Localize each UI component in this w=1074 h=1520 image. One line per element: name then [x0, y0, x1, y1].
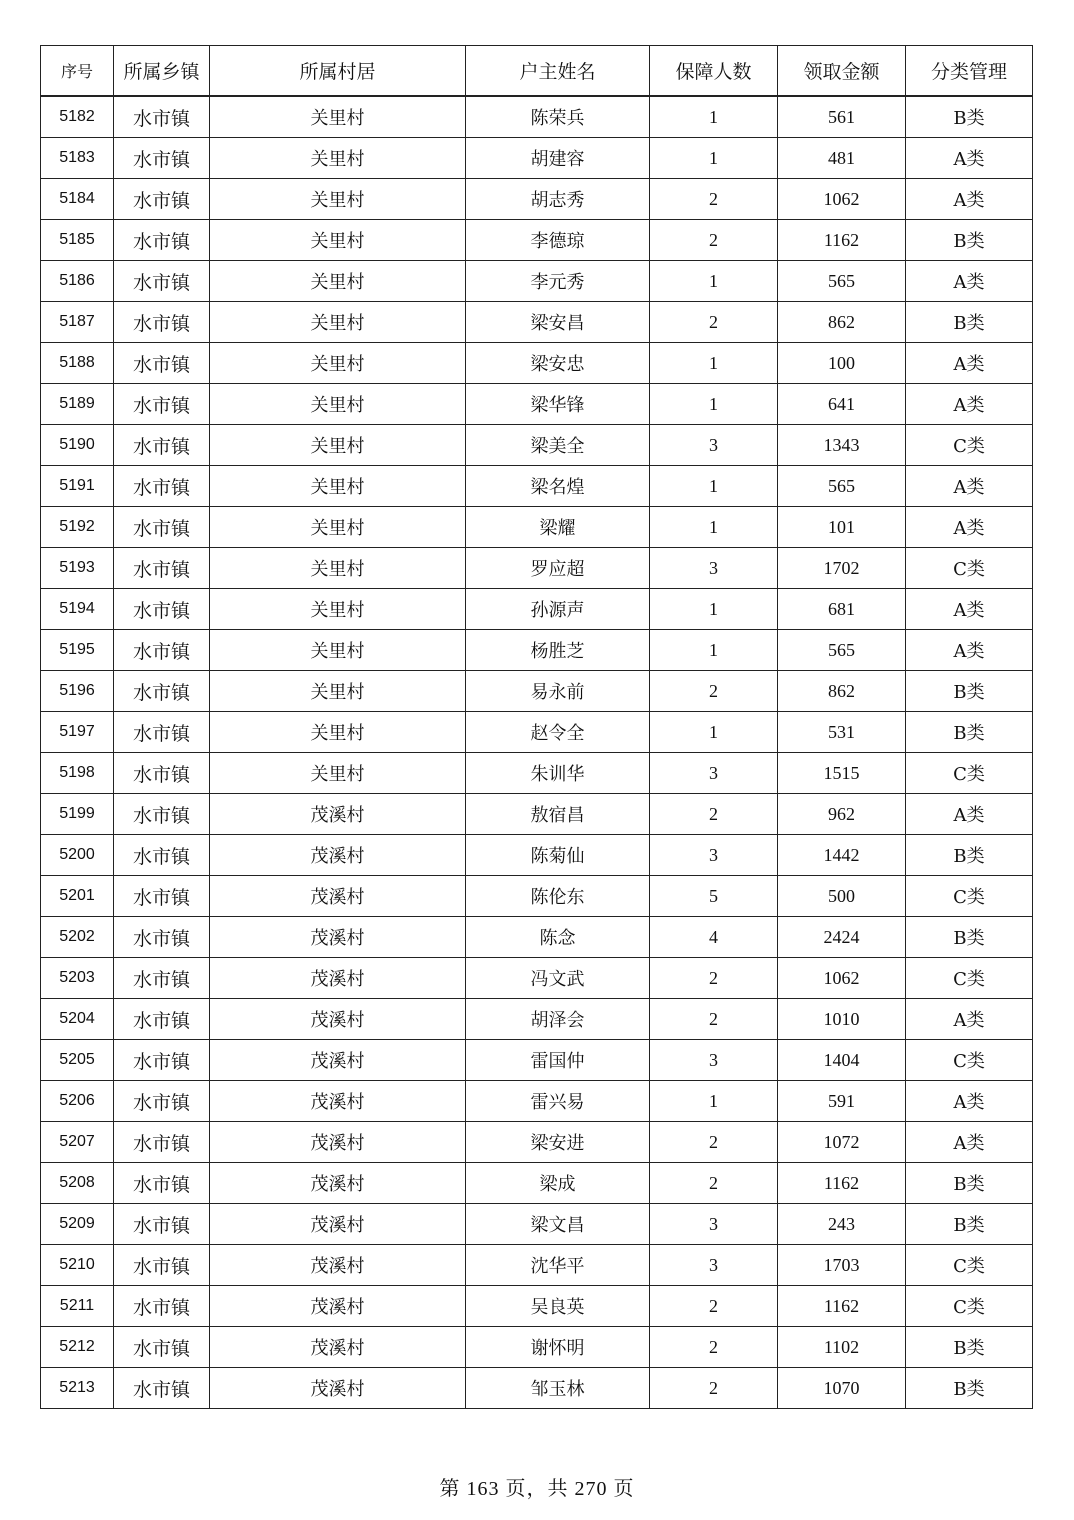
cell-township: 水市镇	[114, 466, 210, 507]
cell-category: A类	[906, 999, 1033, 1040]
cell-category: B类	[906, 220, 1033, 261]
cell-householder-name: 梁文昌	[466, 1204, 650, 1245]
page-number-footer: 第 163 页，共 270 页	[439, 1478, 635, 1500]
cell-covered-persons: 3	[650, 548, 778, 589]
cell-serial-number: 5208	[41, 1163, 114, 1204]
cell-township: 水市镇	[114, 1040, 210, 1081]
cell-category: C类	[906, 753, 1033, 794]
cell-covered-persons: 2	[650, 302, 778, 343]
cell-village: 茂溪村	[210, 1368, 466, 1409]
cell-township: 水市镇	[114, 876, 210, 917]
cell-householder-name: 雷国仲	[466, 1040, 650, 1081]
cell-covered-persons: 1	[650, 384, 778, 425]
table-row	[41, 302, 1033, 343]
cell-township: 水市镇	[114, 589, 210, 630]
cell-township: 水市镇	[114, 1327, 210, 1368]
table-row	[41, 138, 1033, 179]
cell-householder-name: 梁成	[466, 1163, 650, 1204]
cell-householder-name: 李元秀	[466, 261, 650, 302]
cell-householder-name: 胡泽会	[466, 999, 650, 1040]
cell-householder-name: 罗应超	[466, 548, 650, 589]
cell-covered-persons: 2	[650, 1327, 778, 1368]
cell-householder-name: 朱训华	[466, 753, 650, 794]
cell-householder-name: 李德琼	[466, 220, 650, 261]
cell-village: 茂溪村	[210, 1286, 466, 1327]
cell-township: 水市镇	[114, 343, 210, 384]
table-row	[41, 425, 1033, 466]
cell-category: B类	[906, 835, 1033, 876]
cell-householder-name: 梁耀	[466, 507, 650, 548]
cell-serial-number: 5186	[41, 261, 114, 302]
cell-amount: 100	[778, 343, 906, 384]
table-row	[41, 589, 1033, 630]
cell-village: 关里村	[210, 630, 466, 671]
header-row	[41, 46, 1033, 97]
cell-serial-number: 5193	[41, 548, 114, 589]
cell-category: C类	[906, 425, 1033, 466]
cell-serial-number: 5190	[41, 425, 114, 466]
cell-village: 关里村	[210, 96, 466, 138]
table-row	[41, 712, 1033, 753]
cell-amount: 561	[778, 96, 906, 138]
cell-category: A类	[906, 179, 1033, 220]
cell-village: 关里村	[210, 220, 466, 261]
cell-amount: 101	[778, 507, 906, 548]
header-category: 分类管理	[906, 46, 1033, 97]
cell-category: A类	[906, 343, 1033, 384]
cell-amount: 565	[778, 466, 906, 507]
household-table	[40, 45, 1033, 1409]
cell-amount: 591	[778, 1081, 906, 1122]
cell-township: 水市镇	[114, 1204, 210, 1245]
cell-householder-name: 梁华锋	[466, 384, 650, 425]
cell-amount: 962	[778, 794, 906, 835]
cell-township: 水市镇	[114, 1081, 210, 1122]
table-row	[41, 466, 1033, 507]
table-row	[41, 671, 1033, 712]
table-row	[41, 794, 1033, 835]
cell-category: C类	[906, 1040, 1033, 1081]
cell-amount: 1062	[778, 179, 906, 220]
cell-township: 水市镇	[114, 507, 210, 548]
cell-householder-name: 吴良英	[466, 1286, 650, 1327]
cell-township: 水市镇	[114, 425, 210, 466]
cell-village: 关里村	[210, 302, 466, 343]
cell-serial-number: 5204	[41, 999, 114, 1040]
header-serial-number: 序号	[41, 46, 114, 97]
table-row	[41, 999, 1033, 1040]
cell-householder-name: 陈念	[466, 917, 650, 958]
cell-township: 水市镇	[114, 753, 210, 794]
cell-village: 关里村	[210, 712, 466, 753]
cell-covered-persons: 2	[650, 1163, 778, 1204]
cell-householder-name: 邹玉林	[466, 1368, 650, 1409]
cell-serial-number: 5201	[41, 876, 114, 917]
cell-serial-number: 5206	[41, 1081, 114, 1122]
cell-village: 茂溪村	[210, 1163, 466, 1204]
cell-householder-name: 杨胜芝	[466, 630, 650, 671]
cell-amount: 565	[778, 630, 906, 671]
cell-category: B类	[906, 671, 1033, 712]
cell-serial-number: 5211	[41, 1286, 114, 1327]
cell-category: A类	[906, 630, 1033, 671]
cell-covered-persons: 2	[650, 1122, 778, 1163]
cell-covered-persons: 2	[650, 220, 778, 261]
cell-township: 水市镇	[114, 630, 210, 671]
cell-village: 茂溪村	[210, 1040, 466, 1081]
cell-covered-persons: 1	[650, 343, 778, 384]
cell-category: B类	[906, 712, 1033, 753]
cell-category: A类	[906, 589, 1033, 630]
cell-category: C类	[906, 1286, 1033, 1327]
cell-township: 水市镇	[114, 1163, 210, 1204]
cell-amount: 500	[778, 876, 906, 917]
cell-category: C类	[906, 548, 1033, 589]
table-row	[41, 1163, 1033, 1204]
cell-serial-number: 5199	[41, 794, 114, 835]
table-row	[41, 917, 1033, 958]
cell-serial-number: 5210	[41, 1245, 114, 1286]
cell-village: 茂溪村	[210, 958, 466, 999]
cell-category: B类	[906, 96, 1033, 138]
cell-covered-persons: 1	[650, 466, 778, 507]
cell-village: 关里村	[210, 384, 466, 425]
cell-householder-name: 赵令全	[466, 712, 650, 753]
table-row	[41, 96, 1033, 138]
cell-serial-number: 5187	[41, 302, 114, 343]
cell-serial-number: 5200	[41, 835, 114, 876]
cell-village: 关里村	[210, 261, 466, 302]
cell-village: 茂溪村	[210, 835, 466, 876]
cell-township: 水市镇	[114, 999, 210, 1040]
cell-householder-name: 沈华平	[466, 1245, 650, 1286]
cell-amount: 641	[778, 384, 906, 425]
cell-category: C类	[906, 958, 1033, 999]
cell-covered-persons: 1	[650, 712, 778, 753]
cell-covered-persons: 1	[650, 138, 778, 179]
cell-amount: 1343	[778, 425, 906, 466]
cell-category: A类	[906, 507, 1033, 548]
cell-householder-name: 孙源声	[466, 589, 650, 630]
cell-township: 水市镇	[114, 1286, 210, 1327]
table-body	[41, 96, 1033, 1409]
cell-amount: 1062	[778, 958, 906, 999]
cell-category: C类	[906, 876, 1033, 917]
cell-village: 茂溪村	[210, 1081, 466, 1122]
cell-householder-name: 雷兴易	[466, 1081, 650, 1122]
cell-covered-persons: 5	[650, 876, 778, 917]
cell-category: A类	[906, 261, 1033, 302]
cell-covered-persons: 1	[650, 507, 778, 548]
cell-amount: 1162	[778, 220, 906, 261]
cell-serial-number: 5188	[41, 343, 114, 384]
cell-householder-name: 易永前	[466, 671, 650, 712]
cell-covered-persons: 2	[650, 794, 778, 835]
cell-amount: 1162	[778, 1286, 906, 1327]
cell-amount: 1102	[778, 1327, 906, 1368]
cell-village: 茂溪村	[210, 876, 466, 917]
cell-township: 水市镇	[114, 835, 210, 876]
header-amount: 领取金额	[778, 46, 906, 97]
cell-serial-number: 5184	[41, 179, 114, 220]
cell-category: A类	[906, 384, 1033, 425]
cell-category: B类	[906, 302, 1033, 343]
cell-village: 关里村	[210, 179, 466, 220]
cell-amount: 1162	[778, 1163, 906, 1204]
cell-covered-persons: 2	[650, 671, 778, 712]
cell-covered-persons: 1	[650, 589, 778, 630]
cell-amount: 481	[778, 138, 906, 179]
table-row	[41, 1122, 1033, 1163]
table-row	[41, 1245, 1033, 1286]
cell-amount: 862	[778, 302, 906, 343]
cell-township: 水市镇	[114, 261, 210, 302]
cell-serial-number: 5209	[41, 1204, 114, 1245]
cell-category: A类	[906, 794, 1033, 835]
cell-householder-name: 胡志秀	[466, 179, 650, 220]
cell-amount: 531	[778, 712, 906, 753]
cell-covered-persons: 2	[650, 999, 778, 1040]
cell-township: 水市镇	[114, 1245, 210, 1286]
cell-village: 茂溪村	[210, 1122, 466, 1163]
cell-village: 茂溪村	[210, 1245, 466, 1286]
cell-category: B类	[906, 917, 1033, 958]
cell-amount: 2424	[778, 917, 906, 958]
cell-township: 水市镇	[114, 1368, 210, 1409]
cell-township: 水市镇	[114, 96, 210, 138]
cell-covered-persons: 3	[650, 1245, 778, 1286]
table-row	[41, 1327, 1033, 1368]
cell-village: 茂溪村	[210, 917, 466, 958]
cell-category: B类	[906, 1163, 1033, 1204]
cell-householder-name: 敖宿昌	[466, 794, 650, 835]
cell-township: 水市镇	[114, 1122, 210, 1163]
table-header	[41, 46, 1033, 97]
cell-householder-name: 陈伦东	[466, 876, 650, 917]
table-row	[41, 1081, 1033, 1122]
cell-covered-persons: 2	[650, 1286, 778, 1327]
cell-village: 关里村	[210, 671, 466, 712]
cell-township: 水市镇	[114, 384, 210, 425]
cell-village: 关里村	[210, 425, 466, 466]
cell-covered-persons: 1	[650, 630, 778, 671]
cell-amount: 243	[778, 1204, 906, 1245]
cell-amount: 565	[778, 261, 906, 302]
table-row	[41, 1204, 1033, 1245]
cell-householder-name: 梁安忠	[466, 343, 650, 384]
cell-amount: 862	[778, 671, 906, 712]
cell-township: 水市镇	[114, 220, 210, 261]
cell-serial-number: 5194	[41, 589, 114, 630]
cell-amount: 1072	[778, 1122, 906, 1163]
table-row	[41, 958, 1033, 999]
table-row	[41, 548, 1033, 589]
table-row	[41, 261, 1033, 302]
cell-householder-name: 陈菊仙	[466, 835, 650, 876]
cell-village: 关里村	[210, 589, 466, 630]
cell-village: 茂溪村	[210, 1204, 466, 1245]
cell-category: B类	[906, 1204, 1033, 1245]
cell-householder-name: 梁美全	[466, 425, 650, 466]
cell-township: 水市镇	[114, 302, 210, 343]
header-township: 所属乡镇	[114, 46, 210, 97]
cell-covered-persons: 3	[650, 753, 778, 794]
cell-serial-number: 5203	[41, 958, 114, 999]
table-row	[41, 630, 1033, 671]
table-row	[41, 1368, 1033, 1409]
cell-township: 水市镇	[114, 958, 210, 999]
cell-village: 关里村	[210, 343, 466, 384]
cell-township: 水市镇	[114, 671, 210, 712]
table-row	[41, 1286, 1033, 1327]
cell-amount: 1702	[778, 548, 906, 589]
cell-village: 关里村	[210, 548, 466, 589]
cell-township: 水市镇	[114, 917, 210, 958]
cell-village: 茂溪村	[210, 794, 466, 835]
table-row	[41, 876, 1033, 917]
cell-category: B类	[906, 1327, 1033, 1368]
header-householder-name: 户主姓名	[466, 46, 650, 97]
cell-householder-name: 梁安昌	[466, 302, 650, 343]
cell-covered-persons: 4	[650, 917, 778, 958]
cell-serial-number: 5195	[41, 630, 114, 671]
cell-township: 水市镇	[114, 138, 210, 179]
cell-village: 关里村	[210, 753, 466, 794]
cell-covered-persons: 3	[650, 425, 778, 466]
cell-householder-name: 胡建容	[466, 138, 650, 179]
cell-category: A类	[906, 138, 1033, 179]
cell-amount: 1404	[778, 1040, 906, 1081]
cell-covered-persons: 1	[650, 261, 778, 302]
cell-village: 关里村	[210, 138, 466, 179]
table-row	[41, 835, 1033, 876]
cell-amount: 1515	[778, 753, 906, 794]
cell-householder-name: 谢怀明	[466, 1327, 650, 1368]
header-village: 所属村居	[210, 46, 466, 97]
cell-village: 关里村	[210, 507, 466, 548]
table-row	[41, 1040, 1033, 1081]
cell-category: A类	[906, 1122, 1033, 1163]
cell-township: 水市镇	[114, 794, 210, 835]
cell-covered-persons: 2	[650, 179, 778, 220]
table-row	[41, 343, 1033, 384]
cell-covered-persons: 2	[650, 958, 778, 999]
cell-householder-name: 梁名煌	[466, 466, 650, 507]
table-row	[41, 507, 1033, 548]
cell-covered-persons: 1	[650, 96, 778, 138]
cell-householder-name: 梁安进	[466, 1122, 650, 1163]
cell-serial-number: 5183	[41, 138, 114, 179]
cell-serial-number: 5198	[41, 753, 114, 794]
cell-category: B类	[906, 1368, 1033, 1409]
cell-serial-number: 5212	[41, 1327, 114, 1368]
cell-amount: 1442	[778, 835, 906, 876]
cell-serial-number: 5205	[41, 1040, 114, 1081]
cell-village: 关里村	[210, 466, 466, 507]
cell-village: 茂溪村	[210, 999, 466, 1040]
cell-amount: 1010	[778, 999, 906, 1040]
cell-amount: 681	[778, 589, 906, 630]
cell-householder-name: 冯文武	[466, 958, 650, 999]
cell-category: A类	[906, 466, 1033, 507]
table-row	[41, 220, 1033, 261]
cell-serial-number: 5207	[41, 1122, 114, 1163]
cell-serial-number: 5197	[41, 712, 114, 753]
cell-householder-name: 陈荣兵	[466, 96, 650, 138]
cell-covered-persons: 3	[650, 1204, 778, 1245]
cell-village: 茂溪村	[210, 1327, 466, 1368]
table-row	[41, 753, 1033, 794]
cell-serial-number: 5196	[41, 671, 114, 712]
cell-serial-number: 5182	[41, 96, 114, 138]
cell-serial-number: 5213	[41, 1368, 114, 1409]
table-row	[41, 384, 1033, 425]
cell-serial-number: 5191	[41, 466, 114, 507]
cell-covered-persons: 3	[650, 1040, 778, 1081]
cell-category: C类	[906, 1245, 1033, 1286]
cell-amount: 1703	[778, 1245, 906, 1286]
cell-category: A类	[906, 1081, 1033, 1122]
cell-serial-number: 5185	[41, 220, 114, 261]
cell-covered-persons: 1	[650, 1081, 778, 1122]
cell-township: 水市镇	[114, 712, 210, 753]
cell-serial-number: 5189	[41, 384, 114, 425]
header-covered-persons: 保障人数	[650, 46, 778, 97]
table-row	[41, 179, 1033, 220]
cell-serial-number: 5202	[41, 917, 114, 958]
cell-township: 水市镇	[114, 179, 210, 220]
cell-covered-persons: 2	[650, 1368, 778, 1409]
cell-amount: 1070	[778, 1368, 906, 1409]
cell-serial-number: 5192	[41, 507, 114, 548]
cell-covered-persons: 3	[650, 835, 778, 876]
cell-township: 水市镇	[114, 548, 210, 589]
